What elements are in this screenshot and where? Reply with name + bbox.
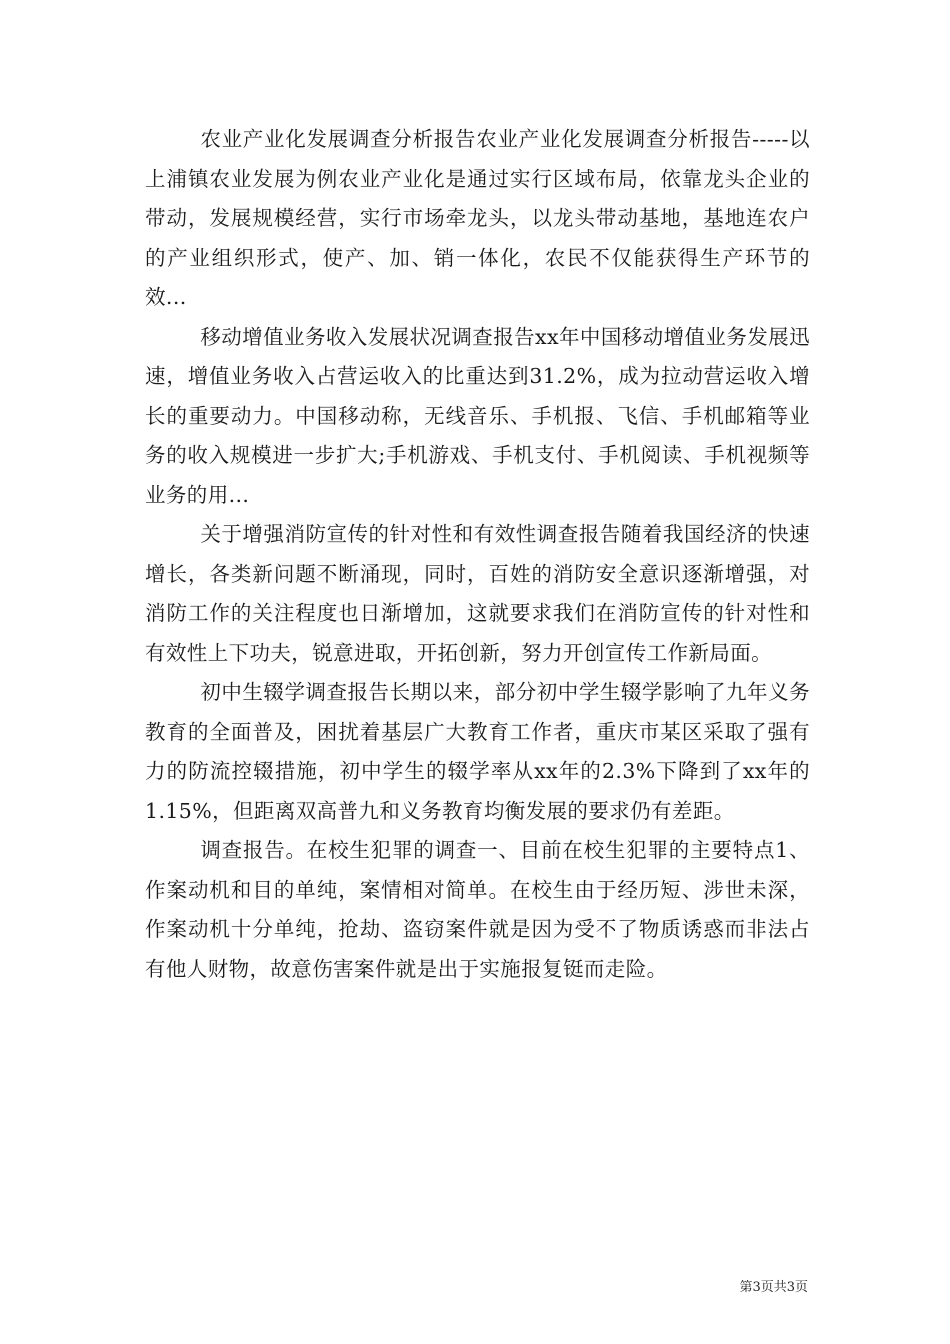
paragraph-fire-publicity-report: 关于增强消防宣传的针对性和有效性调查报告随着我国经济的快速增长，各类新问题不断涌现，同时，百姓的消防安全意识逐渐增强，对消防工作的关注程度也日渐增加，这就要求我们在消防宣传的针对性和有效性上下功夫，锐意进取，开拓创新，努力开创宣传工作新局面。 [145, 522, 810, 665]
document-body [145, 120, 810, 989]
page-number-footer: 第3页共3页 [739, 1280, 808, 1295]
paragraph-agriculture-report: 农业产业化发展调查分析报告农业产业化发展调查分析报告-----以上浦镇农业发展为例农业产业化是通过实行区域布局，依靠龙头企业的带动，发展规模经营，实行市场牵龙头，以龙头带动基地，基地连农户的产业组织形式，使产、加、销一体化，农民不仅能获得生产环节的效... [145, 127, 810, 309]
paragraph-student-crime-report: 调查报告。在校生犯罪的调查一、目前在校生犯罪的主要特点1、作案动机和目的单纯，案情相对简单。在校生由于经历短、涉世未深，作案动机十分单纯，抢劫、盗窃案件就是因为受不了物质诱惑而非法占有他人财物，故意伤害案件就是出于实施报复铤而走险。 [145, 838, 810, 981]
paragraph-mobile-value-added-report: 移动增值业务收入发展状况调查报告xx年中国移动增值业务发展迅速，增值业务收入占营运收入的比重达到31.2%，成为拉动营运收入增长的重要动力。中国移动称，无线音乐、手机报、飞信、手机邮箱等业务的收入规模进一步扩大;手机游戏、手机支付、手机阅读、手机视频等业务的用... [145, 324, 810, 507]
paragraph-dropout-report: 初中生辍学调查报告长期以来，部分初中学生辍学影响了九年义务教育的全面普及，困扰着基层广大教育工作者，重庆市某区采取了强有力的防流控辍措施，初中学生的辍学率从xx年的2.3%下降到了xx年的1.15%，但距离双高普九和义务教育均衡发展的要求仍有差距。 [145, 680, 810, 823]
